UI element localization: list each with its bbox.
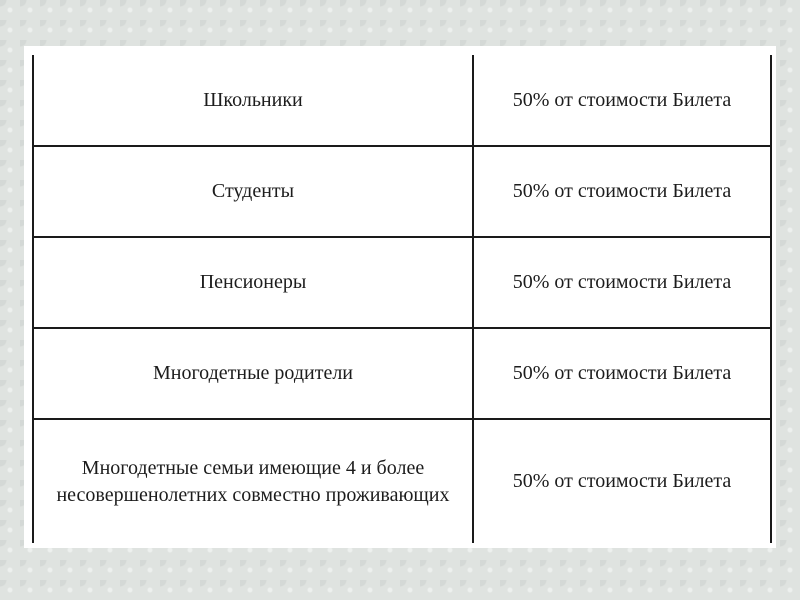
slide <box>24 46 776 548</box>
table-row <box>33 419 771 543</box>
category-cell: Многодетные родители <box>33 328 473 419</box>
discount-cell: 50% от стоимости Билета <box>473 419 771 543</box>
discount-cell: 50% от стоимости Билета <box>473 55 771 146</box>
discount-cell: 50% от стоимости Билета <box>473 146 771 237</box>
category-cell: Студенты <box>33 146 473 237</box>
table-row <box>33 328 771 419</box>
category-cell: Пенсионеры <box>33 237 473 328</box>
discount-cell: 50% от стоимости Билета <box>473 328 771 419</box>
table-row <box>33 146 771 237</box>
category-cell: Школьники <box>33 55 473 146</box>
category-line: несовершенолетних совместно проживающих <box>56 483 450 506</box>
discount-cell: 50% от стоимости Билета <box>473 237 771 328</box>
category-line: Многодетные семьи имеющие 4 и более <box>81 456 425 479</box>
category-cell <box>33 419 473 543</box>
table-row <box>33 237 771 328</box>
discount-table <box>32 55 772 543</box>
table-row <box>33 55 771 146</box>
